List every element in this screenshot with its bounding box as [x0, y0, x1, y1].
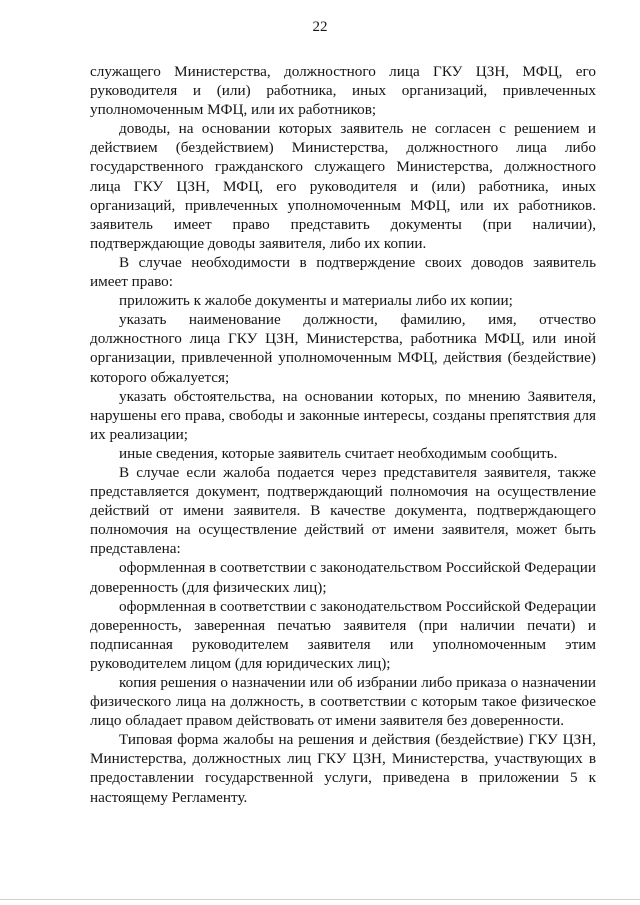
document-body	[90, 62, 596, 807]
paragraph-continuation: служащего Министерства, должностного лица ГКУ ЦЗН, МФЦ, его руководителя и (или) работника, иных организаций, привлеченных уполномоченным МФЦ, или их работников;	[90, 63, 596, 119]
paragraph-representative: В случае если жалоба подается через представителя заявителя, также представляется документ, подтверждающий полномочия на осуществление действий от имени заявителя. В качестве документа, подтверждающего полномочия на осуществление действий от имени заявителя, может быть представлена:	[90, 463, 596, 558]
paragraph-supporting-rights: В случае необходимости в подтверждение своих доводов заявитель имеет право:	[90, 253, 596, 291]
list-item-other-info: иные сведения, которые заявитель считает необходимым сообщить.	[119, 444, 558, 462]
list-item-power-of-attorney-individuals: оформленная в соответствии с законодательством Российской Федерации доверенность (для физических лиц);	[90, 559, 596, 596]
paragraph-standard-form: Типовая форма жалобы на решения и действия (бездействие) ГКУ ЦЗН, Министерства, должностных лиц ГКУ ЦЗН, Министерства, участвующих в предоставлении государственной услуги, приведена в приложении 5 к настоящему Регламенту.	[90, 731, 596, 806]
page-number: 22	[312, 19, 328, 35]
list-item-specify-official: указать наименование должности, фамилию, имя, отчество должностного лица ГКУ ЦЗН, Министерства, работника МФЦ, или иной организации, привлеченной уполномоченным МФЦ, действия (бездействие) которого обжалуется;	[90, 311, 596, 386]
page-bottom-edge	[0, 899, 640, 900]
list-item-appointment-decision: копия решения о назначении или об избрании либо приказа о назначении физического лица на должность, в соответствии с которым такое физическое лицо обладает правом действовать от имени заявителя без доверенности.	[90, 674, 596, 730]
paragraph-arguments: доводы, на основании которых заявитель не согласен с решением и действием (бездействием) Министерства, должностного лица либо государственного гражданского служащего Министерства, должностного лица ГКУ ЦЗН, МФЦ, его руководителя и (или) работника, иных организаций, привлеченных уполномоченным МФЦ, или их работников. заявитель имеет право представить документы (при наличии), подтверждающие доводы заявителя, либо их копии.	[90, 120, 596, 252]
list-item-power-of-attorney-legal-entities: оформленная в соответствии с законодательством Российской Федерации доверенность, заверенная печатью заявителя (при наличии печати) и подписанная руководителем заявителя или уполномоченным этим руководителем лицом (для юридических лиц);	[90, 597, 596, 672]
list-item-specify-circumstances: указать обстоятельства, на основании которых, по мнению Заявителя, нарушены его права, свободы и законные интересы, созданы препятствия для их реализации;	[90, 387, 596, 443]
list-item-attach-documents: приложить к жалобе документы и материалы либо их копии;	[119, 292, 513, 310]
